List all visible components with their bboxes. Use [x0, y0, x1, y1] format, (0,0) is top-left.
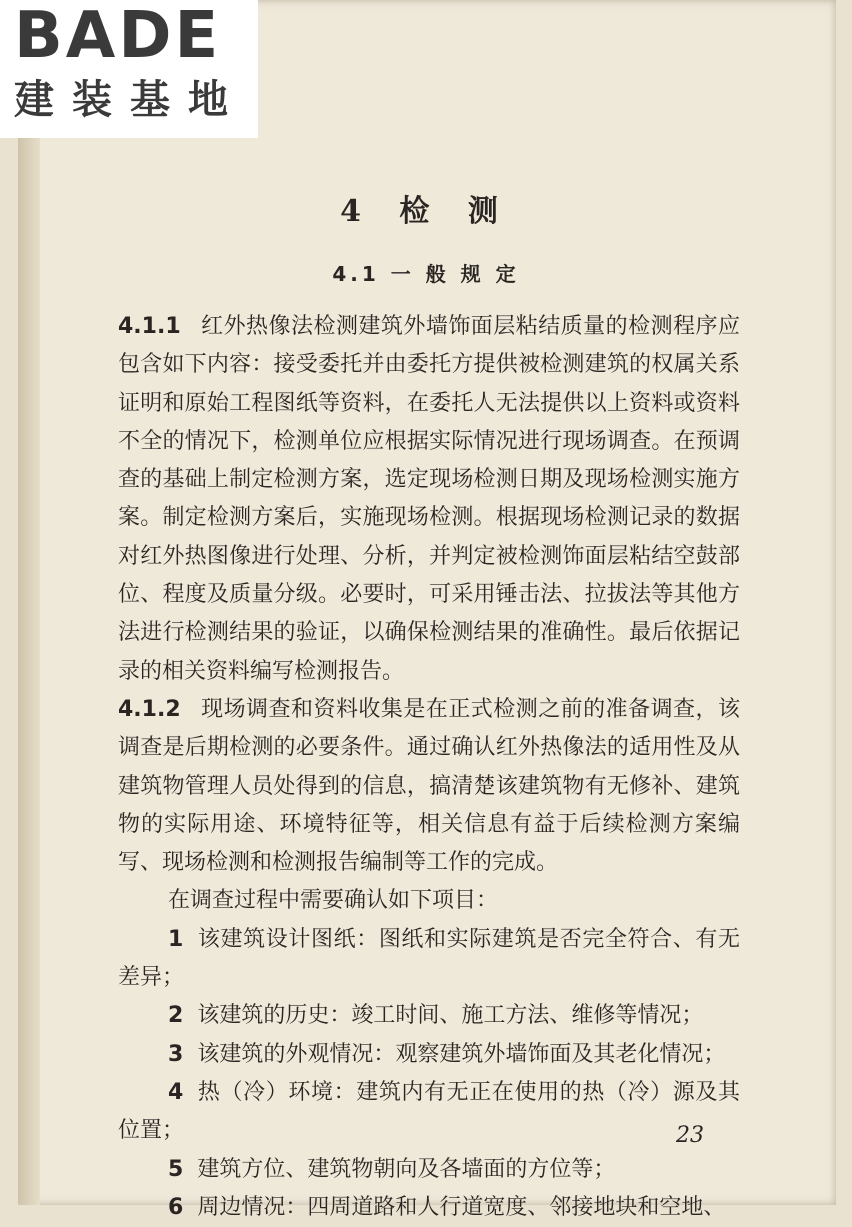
list-item-text: 该建筑的外观情况：观察建筑外墙饰面及其老化情况；: [197, 1041, 726, 1067]
list-item-text: 热（冷）环境：建筑内有无正在使用的热（冷）源及其位置；: [118, 1079, 740, 1144]
list-item: [118, 1036, 740, 1074]
list-item-text: 该建筑设计图纸：图纸和实际建筑是否完全符合、有无差异；: [118, 926, 740, 991]
list-item: [118, 921, 740, 998]
list-item-number: 6: [168, 1194, 184, 1220]
list-item-number: 2: [168, 1003, 184, 1029]
list-item-text: 该建筑的历史：竣工时间、施工方法、维修等情况；: [197, 1003, 704, 1029]
list-item-text: 周边情况：四周道路和人行道宽度、邻接地块和空地、: [197, 1194, 726, 1220]
list-item: [118, 1189, 740, 1227]
list-intro: 在调查过程中需要确认如下项目：: [168, 888, 499, 914]
body-text: [118, 308, 740, 1227]
clause-4-1-1: [118, 308, 740, 691]
clause-number: 4.1.1: [118, 314, 181, 339]
list-item-number: 1: [168, 926, 184, 952]
page-number: 23: [676, 1123, 704, 1148]
clause-4-1-2: [118, 691, 740, 882]
list-item-text: 建筑方位、建筑物朝向及各墙面的方位等；: [197, 1156, 616, 1182]
section-title: 4.1 一 般 规 定: [332, 262, 520, 286]
logo-chinese-text: 建装基地: [14, 77, 246, 123]
page-spine-shadow: [18, 0, 40, 1205]
list-item: [118, 1074, 740, 1151]
chapter-title: 4 检 测: [340, 194, 512, 229]
list-item-number: 5: [168, 1156, 184, 1182]
list-item-number: 4: [168, 1079, 184, 1105]
list-item: [118, 997, 740, 1035]
list-item-number: 3: [168, 1041, 184, 1067]
clause-text: 现场调查和资料收集是在正式检测之前的准备调查，该调查是后期检测的必要条件。通过确认红外热像法的适用性及从建筑物管理人员处得到的信息，搞清楚该建筑物有无修补、建筑物的实际用途、环境特征等，相关信息有益于后续检测方案编写、现场检测和检测报告编制等工作的完成。: [118, 696, 740, 876]
list-item: [118, 1151, 740, 1189]
clause-text: 红外热像法检测建筑外墙饰面层粘结质量的检测程序应包含如下内容：接受委托并由委托方提供被检测建筑的权属关系证明和原始工程图纸等资料，在委托人无法提供以上资料或资料不全的情况下，检测单位应根据实际情况进行现场调查。在预调查的基础上制定检测方案，选定现场检测日期及现场检测实施方案。制定检测方案后，实施现场检测。根据现场检测记录的数据对红外热图像进行处理、分析，并判定被检测饰面层粘结空鼓部位、程度及质量分级。必要时，可采用锤击法、拉拔法等其他方法进行检测结果的验证，以确保检测结果的准确性。最后依据记录的相关资料编写检测报告。: [118, 314, 740, 684]
clause-number: 4.1.2: [118, 696, 181, 722]
watermark-logo: [0, 0, 258, 138]
logo-wordmark: BADE: [14, 0, 222, 73]
